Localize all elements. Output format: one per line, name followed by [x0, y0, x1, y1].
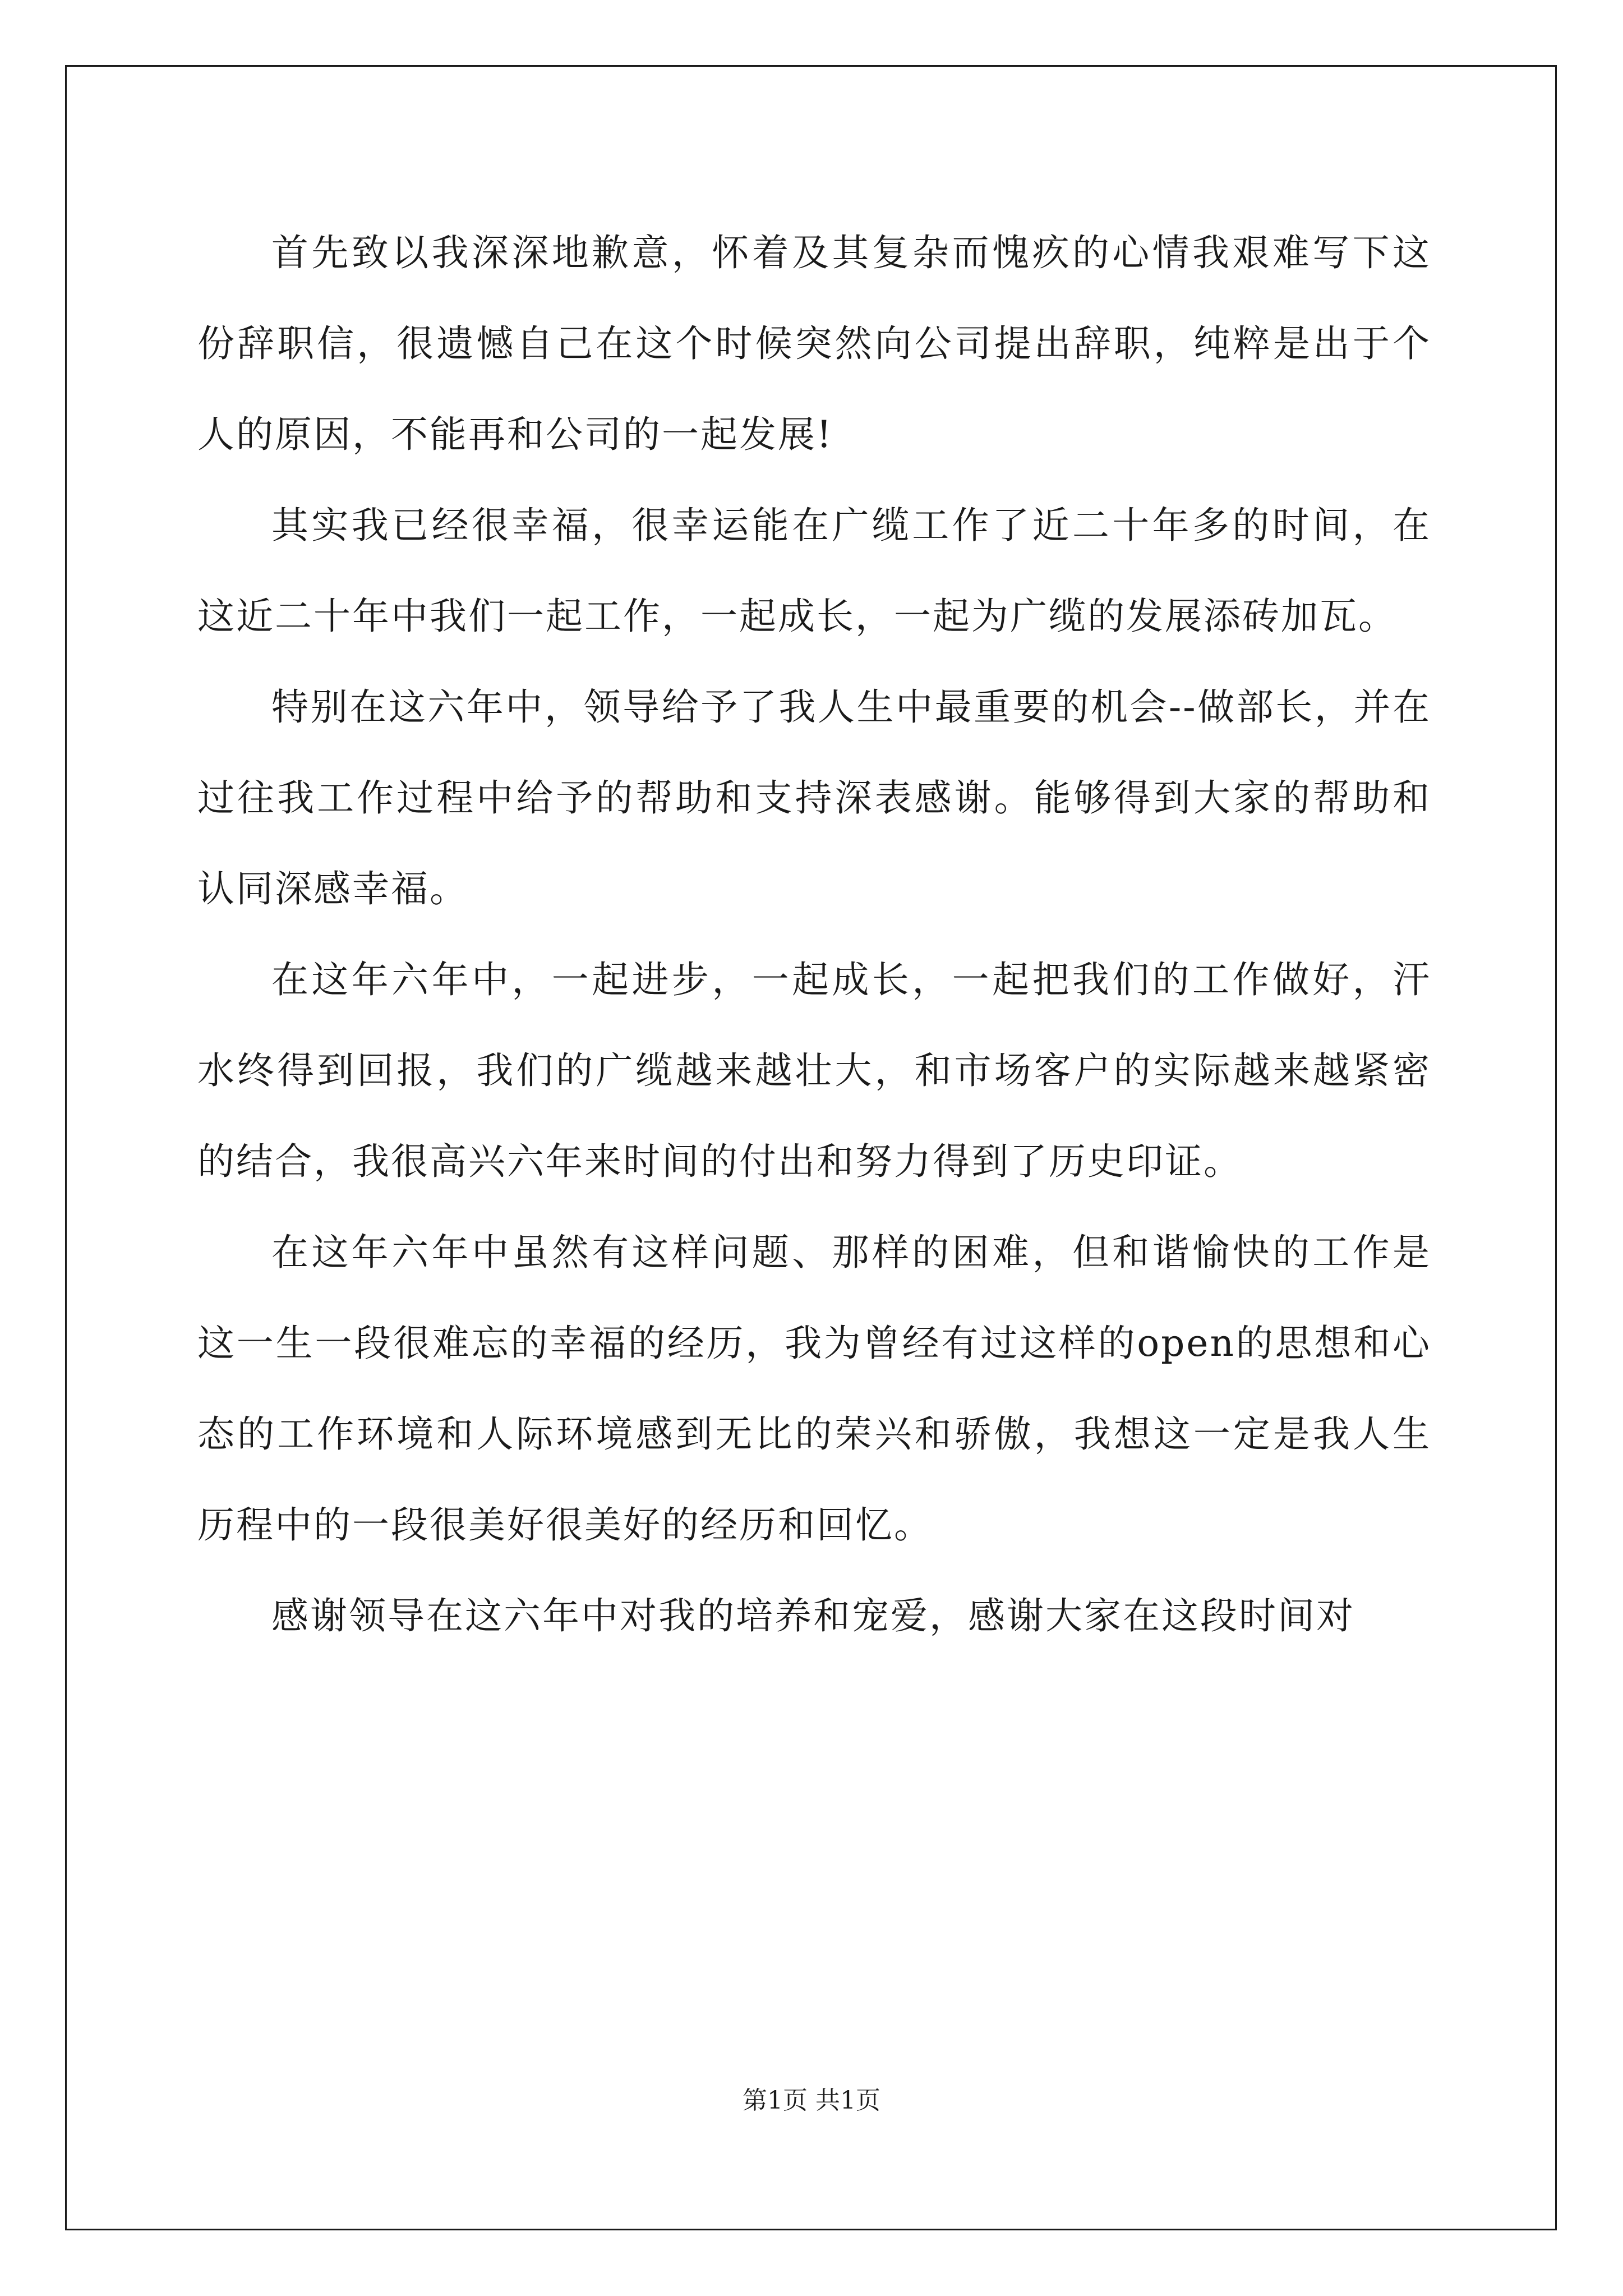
- paragraph-3: 特别在这六年中，领导给予了我人生中最重要的机会--做部长，并在过往我工作过程中给予的帮助和支持深表感谢。能够得到大家的帮助和认同深感幸福。: [197, 685, 1431, 910]
- paragraph-6: 感谢领导在这六年中对我的培养和宠爱，感谢大家在这段时间对: [271, 1594, 1355, 1637]
- document-body: [197, 208, 1431, 1662]
- paragraph-5: 在这年六年中虽然有这样问题、那样的困难，但和谐愉快的工作是这一生一段很难忘的幸福的经历，我为曾经有过这样的open的思想和心态的工作环境和人际环境感到无比的荣兴和骄傲，我想这一定是我人生历程中的一段很美好很美好的经历和回忆。: [197, 1231, 1431, 1547]
- paragraph-2: 其实我已经很幸福，很幸运能在广缆工作了近二十年多的时间，在这近二十年中我们一起工作，一起成长，一起为广缆的发展添砖加瓦。: [197, 504, 1431, 638]
- page-number-footer: 第1页 共1页: [743, 2086, 880, 2115]
- paragraph-4: 在这年六年中，一起进步，一起成长，一起把我们的工作做好，汗水终得到回报，我们的广缆越来越壮大，和市场客户的实际越来越紧密的结合，我很高兴六年来时间的付出和努力得到了历史印证。: [197, 958, 1431, 1183]
- paragraph-1: 首先致以我深深地歉意，怀着及其复杂而愧疚的心情我艰难写下这份辞职信，很遗憾自己在这个时候突然向公司提出辞职，纯粹是出于个人的原因，不能再和公司的一起发展!: [197, 231, 1431, 456]
